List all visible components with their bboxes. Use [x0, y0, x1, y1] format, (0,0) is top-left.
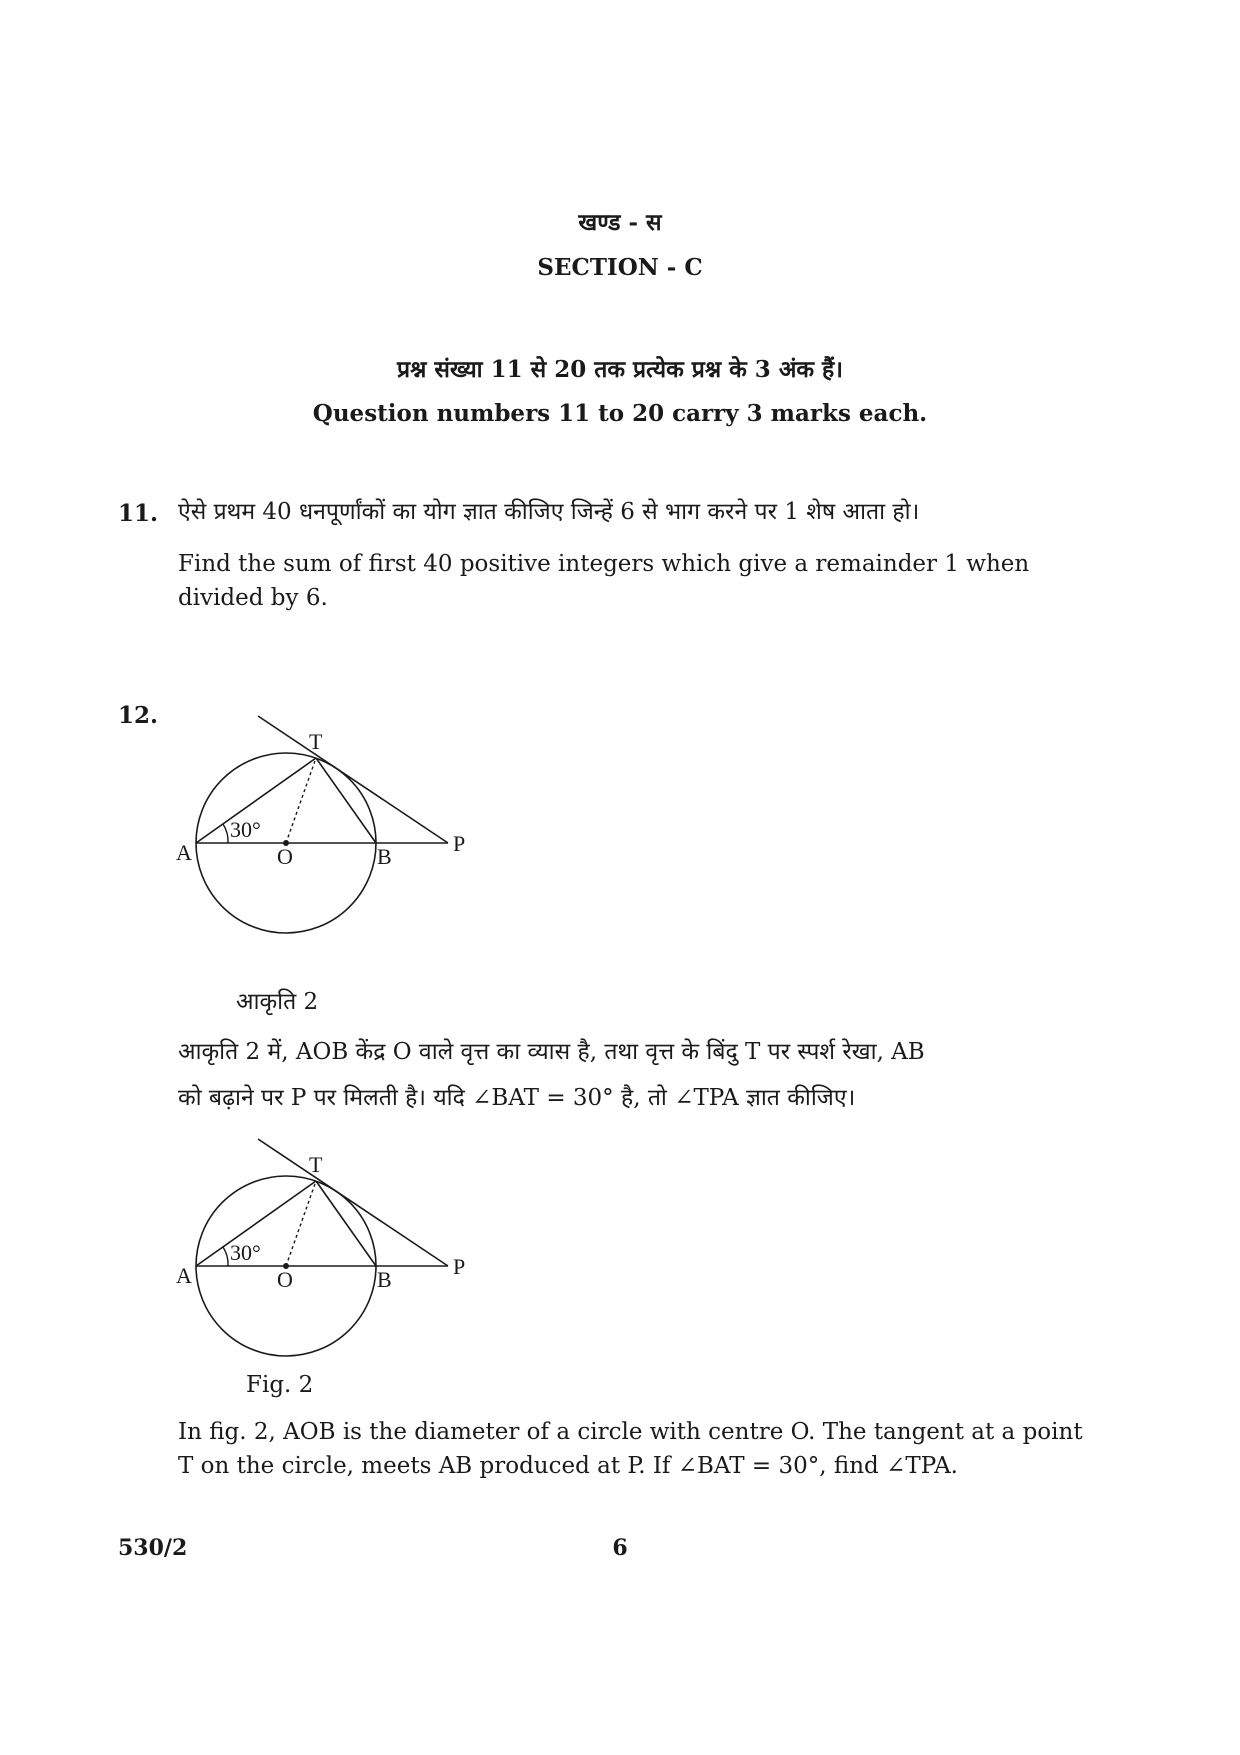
figure-caption-english: Fig. 2 — [246, 1372, 314, 1398]
question-11-hindi: ऐसे प्रथम 40 धनपूर्णांकों का योग ज्ञात कीजिए जिन्हें 6 से भाग करने पर 1 शेष आता हो। — [178, 499, 920, 525]
question-12-hindi-line2: को बढ़ाने पर P पर मिलती है। यदि ∠BAT = 30° है, तो ∠TPA ज्ञात कीजिए। — [178, 1085, 856, 1111]
label-T: T — [309, 1152, 323, 1177]
paper-code: 530/2 — [118, 1535, 188, 1561]
label-B: B — [377, 1267, 392, 1292]
label-A: A — [176, 1263, 192, 1288]
figure-caption-hindi: आकृति 2 — [236, 989, 319, 1015]
question-11-english-line2: divided by 6. — [178, 585, 328, 611]
label-P: P — [453, 831, 466, 856]
section-title-hindi: खण्ड - स — [578, 209, 662, 236]
section-title-english: SECTION - C — [537, 254, 703, 281]
label-O: O — [277, 844, 293, 869]
circle-tangent-figure-hindi — [170, 705, 490, 950]
angle-label: 30° — [230, 817, 261, 842]
marks-instruction-hindi: प्रश्न संख्या 11 से 20 तक प्रत्येक प्रश्न के 3 अंक हैं। — [396, 356, 843, 383]
label-A: A — [176, 840, 192, 865]
question-12-hindi-line1: आकृति 2 में, AOB केंद्र O वाले वृत्त का व्यास है, तथा वृत्त के बिंदु T पर स्पर्श रेखा, AB — [178, 1039, 925, 1065]
circle-tangent-figure-english — [170, 1128, 490, 1373]
label-O: O — [277, 1267, 293, 1292]
angle-label: 30° — [230, 1240, 261, 1265]
label-P: P — [453, 1254, 466, 1279]
question-11-english-line1: Find the sum of first 40 positive integers which give a remainder 1 when — [178, 551, 1030, 577]
page-number: 6 — [612, 1535, 628, 1561]
label-B: B — [377, 844, 392, 869]
question-12-english-line1: In fig. 2, AOB is the diameter of a circle with centre O. The tangent at a point — [178, 1419, 1083, 1445]
question-number-11: 11. — [118, 500, 159, 527]
label-T: T — [309, 729, 323, 754]
marks-instruction-english: Question numbers 11 to 20 carry 3 marks each. — [312, 400, 928, 427]
question-12-english-line2: T on the circle, meets AB produced at P. If ∠BAT = 30°, find ∠TPA. — [178, 1453, 958, 1479]
question-number-12: 12. — [118, 702, 159, 729]
